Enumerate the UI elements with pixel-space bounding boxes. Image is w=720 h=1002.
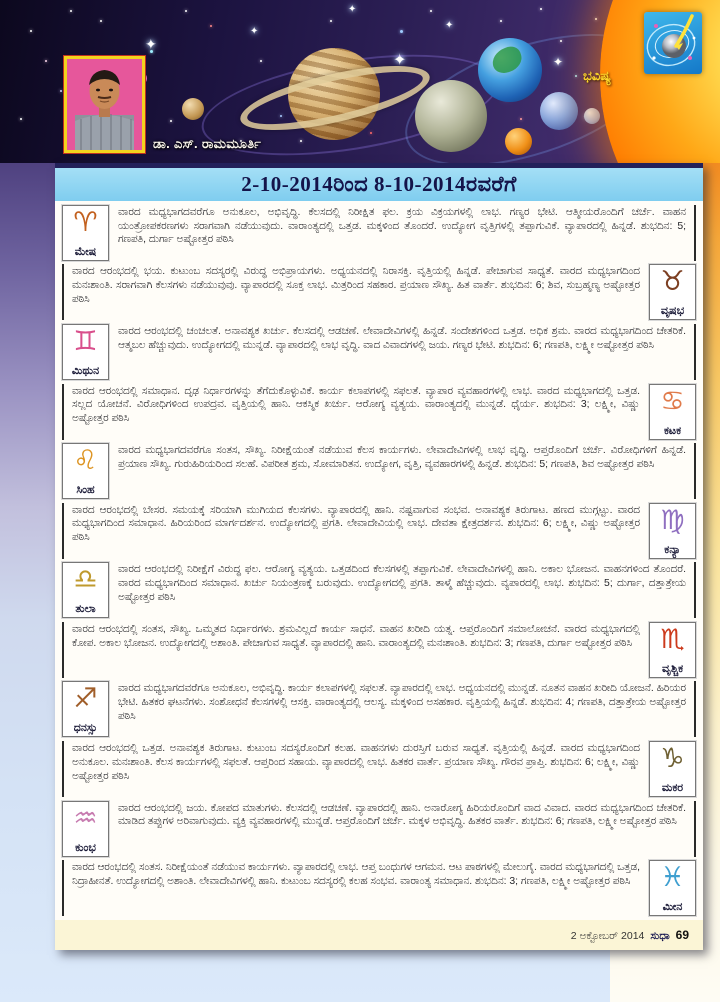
star-graphic xyxy=(595,18,597,20)
pisces-prediction-text: ವಾರದ ಆರಂಭದಲ್ಲಿ ಸಂತಸ. ನಿರೀಕ್ಷೆಯಂತೆ ನಡೆಯುವ ಕಾರ್ಯಗಳು. ವ್ಯಾಪಾರದಲ್ಲಿ ಲಾಭ. ಆಪ್ತ ಬಂಧುಗಳ ಆಗಮನ. ಆಟ ಪಾಠಗಳಲ್ಲಿ ಮೇಲುಗೈ. ವಾರದ ಮಧ್ಯಭಾಗದಲ್ಲಿ ಒತ್ತಡ, ನಿದ್ರಾಹೀನತೆ. ಉದ್ಯೋಗದಲ್ಲಿ ಅಶಾಂತಿ. ಲೇವಾದೇವಿಗಳಲ್ಲಿ ಹಾನಿ. ಕುಟುಂಬ ಸದಸ್ಯರಲ್ಲಿ ಕಲಹ ಸಂಭವ. ವಾರಾಂತ್ಯ ಸಮಾಧಾನ. ಶುಭದಿನ: 3; ಗಣಪತಿ, ಲಕ್ಷ್ಮೀ ಅಷ್ಟೋತ್ತರ ಪಠಿಸಿ xyxy=(62,860,640,916)
aries-sign-box xyxy=(62,205,109,261)
leo-icon: ♌ xyxy=(73,445,98,477)
footer-magazine-name: ಸುಧಾ xyxy=(650,930,670,942)
sign-row-libra xyxy=(62,562,696,618)
leo-label: ಸಿಂಹ xyxy=(76,484,95,497)
aries-icon: ♈ xyxy=(73,206,98,238)
page-title: 2-10-2014ರಿಂದ 8-10-2014ರವರೆಗೆ xyxy=(55,163,703,201)
virgo-label: ಕನ್ಯಾ xyxy=(664,543,681,556)
star-graphic xyxy=(400,30,403,33)
virgo-icon: ♍ xyxy=(660,504,685,536)
aquarius-label: ಕುಂಭ xyxy=(75,841,96,854)
star-graphic xyxy=(540,8,542,10)
pisces-icon: ♓ xyxy=(660,862,685,894)
sparkle-star-graphic: ✦ xyxy=(553,55,564,69)
star-graphic xyxy=(185,10,187,12)
cancer-icon: ♋ xyxy=(660,385,685,417)
comet-badge-icon xyxy=(644,12,702,74)
sagittarius-label: ಧನಸ್ಸು xyxy=(73,722,98,735)
bhavishya-label: ಭವಿಷ್ಯ xyxy=(583,68,611,83)
star-graphic xyxy=(60,90,62,92)
sign-row-cancer xyxy=(62,384,696,440)
small-planet-graphic xyxy=(182,98,204,120)
aries-label: ಮೇಷ xyxy=(74,245,97,258)
capricorn-icon: ♑ xyxy=(660,742,685,774)
orange-planet-graphic xyxy=(505,128,532,155)
author-name: ಡಾ. ಎಸ್. ರಾಮಮೂರ್ತಿ xyxy=(153,136,262,151)
sparkle-star-graphic: ✦ xyxy=(250,26,259,37)
taurus-sign-box xyxy=(649,264,696,320)
footer xyxy=(55,920,703,950)
sign-row-leo xyxy=(62,443,696,499)
aquarius-icon: ♒ xyxy=(73,802,98,834)
pisces-label: ಮೀನ xyxy=(662,901,683,914)
capricorn-prediction-text: ವಾರದ ಆರಂಭದಲ್ಲಿ ಒತ್ತಡ. ಅನಾವಶ್ಯಕ ತಿರುಗಾಟ. ಕುಟುಂಬ ಸದಸ್ಯರೊಂದಿಗೆ ಕಲಹ. ವಾಹನಗಳು ದುರಸ್ತಿಗೆ ಬರುವ ಸಾಧ್ಯತೆ. ವೃತ್ತಿಯಲ್ಲಿ ಹಿನ್ನಡೆ. ವಾರದ ಮಧ್ಯಭಾಗದಿಂದ ಅನುಕೂಲ. ಮನಃಶಾಂತಿ. ಕೆಲಸ ಕಾರ್ಯಗಳಲ್ಲಿ ಸಫಲತೆ. ಆಪ್ತರಿಂದ ಸಹಾಯ. ವ್ಯಾಪಾರದಲ್ಲಿ ಲಾಭ. ಹಿತಕರ ವಾರ್ತೆ. ಪ್ರಯಾಣ ಸೌಖ್ಯ. ಗೌರವ ಪ್ರಾಪ್ತಿ. ಶುಭದಿನ: 6; ಲಕ್ಷ್ಮೀ, ವಿಷ್ಣು ಅಷ್ಟೋತ್ತರ ಪಠಿಸಿ xyxy=(62,741,640,797)
sign-row-taurus xyxy=(62,264,696,320)
space-banner xyxy=(0,0,720,163)
libra-prediction-text: ವಾರದ ಆರಂಭದಲ್ಲಿ ನಿರೀಕ್ಷೆಗೆ ವಿರುದ್ಧ ಫಲ. ಆರೋಗ್ಯ ವ್ಯತ್ಯಯ. ಒತ್ತಡದಿಂದ ಕೆಲಸಗಳಲ್ಲಿ ತಪ್ಪಾಗುವಿಕೆ. ಲೇವಾದೇವಿಗಳಲ್ಲಿ ಹಾನಿ. ಅಕಾಲ ಭೋಜನ. ವಾಹನಗಳಿಂದ ತೊಂದರೆ. ವಾರದ ಮಧ್ಯಭಾಗದಿಂದ ಸಮಾಧಾನ. ಖರ್ಚು ನಿಯಂತ್ರಣಕ್ಕೆ ಬರುವುದು. ಉದ್ಯೋಗದಲ್ಲಿ ಪ್ರಗತಿ. ತಾಳ್ಮೆ ಹೆಚ್ಚುವುದು. ವ್ಯಪಾರದಲ್ಲಿ ಲಾಭ. ಶುಭದಿನ: 5; ದುರ್ಗಾ, ದತ್ತಾತ್ರೇಯ ಅಷ್ಟೋತ್ತರ ಪಠಿಸಿ xyxy=(118,562,696,618)
scorpio-prediction-text: ವಾರದ ಆರಂಭದಲ್ಲಿ ಸಂತಸ, ಸೌಖ್ಯ. ಒಮ್ಮತದ ನಿರ್ಧಾರಗಳು. ಶ್ರಮವಿಲ್ಲದೆ ಕಾರ್ಯ ಸಾಧನೆ. ವಾಹನ ಖರೀದಿ ಯತ್ನ. ಆಪ್ತರೊಂದಿಗೆ ಸಮಾಲೋಚನೆ. ವಾರದ ಮಧ್ಯಭಾಗದಲ್ಲಿ ಕೋಪ. ಅಕಾಲ ಭೋಜನ. ಉದ್ಯೋಗದಲ್ಲಿ ಅಶಾಂತಿ. ಪೇಚಾಗುವ ಸಾಧ್ಯತೆ. ವ್ಯಾಪಾರದಲ್ಲಿ ಹಾನಿ. ವಾರಾಂತ್ಯದಲ್ಲಿ ಮನಃಶಾಂತಿ. ಶುಭದಿನ: 3; ಗಣಪತಿ, ದುರ್ಗಾ ಅಷ್ಟೋತ್ತರ ಪಠಿಸಿ xyxy=(62,622,640,678)
gemini-prediction-text: ವಾರದ ಆರಂಭದಲ್ಲಿ ಚಂಚಲತೆ. ಅನಾವಶ್ಯಕ ಖರ್ಚು. ಕೆಲಸದಲ್ಲಿ ಆಡಚಣೆ. ಲೇವಾದೇವಿಗಳಲ್ಲಿ ಹಿನ್ನಡೆ. ಸಂದೇಶಗಳಿಂದ ಒತ್ತಡ. ಅಧಿಕ ಶ್ರಮ. ವಾರದ ಮಧ್ಯಭಾಗದಿಂದ ಚೇತರಿಕೆ. ಆತ್ಮಬಲ ಹೆಚ್ಚುವುದು. ಉದ್ಯೋಗದಲ್ಲಿ ಮುನ್ನಡೆ. ವ್ಯಾಪಾರದಲ್ಲಿ ಲಾಭ ವೃದ್ಧಿ. ವಾದ ವಿವಾದಗಳಲ್ಲಿ ಜಯ. ಗಣ್ಯರ ಭೇಟಿ. ಶುಭದಿನ: 6; ಗಣಪತಿ, ಲಕ್ಷ್ಮೀ ಅಷ್ಟೋತ್ತರ ಪಠಿಸಿ xyxy=(118,324,696,380)
libra-sign-box xyxy=(62,562,109,618)
sign-row-aries xyxy=(62,205,696,261)
author-portrait-drawing xyxy=(67,59,142,150)
gemini-sign-box xyxy=(62,324,109,380)
star-graphic xyxy=(260,60,262,62)
author-photo xyxy=(64,56,145,153)
sagittarius-sign-box xyxy=(62,681,109,737)
capricorn-sign-box xyxy=(649,741,696,797)
gemini-icon: ♊ xyxy=(73,325,98,357)
star-graphic xyxy=(70,10,72,12)
footer-page-number: 69 xyxy=(675,928,689,942)
sign-row-pisces xyxy=(62,860,696,916)
capricorn-label: ಮಕರ xyxy=(661,781,684,794)
sign-row-virgo xyxy=(62,503,696,559)
sparkle-star-graphic: ✦ xyxy=(145,36,157,52)
sign-row-capricorn xyxy=(62,741,696,797)
star-graphic xyxy=(330,20,332,22)
star-graphic xyxy=(170,120,172,122)
cancer-label: ಕಟಕ xyxy=(663,424,682,437)
sagittarius-icon: ♐ xyxy=(73,683,98,715)
content-panel xyxy=(55,163,703,950)
sparkle-star-graphic: ✦ xyxy=(445,20,454,31)
aquarius-prediction-text: ವಾರದ ಆರಂಭದಲ್ಲಿ ಜಯ. ಕೋಪದ ಮಾತುಗಳು. ಕೆಲಸದಲ್ಲಿ ಆಡಚಣೆ. ವ್ಯಾಪಾರದಲ್ಲಿ ಹಾನಿ. ಅನಾರೋಗ್ಯ ಹಿರಿಯರೊಂದಿಗೆ ವಾದ ವಿವಾದ. ವಾರದ ಮಧ್ಯಭಾಗದಿಂದ ಚೇತರಿಕೆ. ಮಾಡಿದ ತಪ್ಪುಗಳ ಅರಿವಾಗುವುದು. ವ್ಯಕ್ತಿ ವ್ಯವಹಾರಗಳಲ್ಲಿ ಮುನ್ನಡೆ. ಆಪ್ತರೊಂದಿಗೆ ಚರ್ಚೆ. ಮಕ್ಕಳ ಅಭಿವೃದ್ಧಿ. ಹಿತಕರ ವಾರ್ತೆ. ಶುಭದಿನ: 6; ಗಣಪತಿ, ಲಕ್ಷ್ಮೀ ಅಷ್ಟೋತ್ತರ ಪಠಿಸಿ xyxy=(118,801,696,857)
star-graphic xyxy=(100,20,102,22)
star-graphic xyxy=(30,30,32,32)
scorpio-sign-box xyxy=(649,622,696,678)
sparkle-star-graphic: ✦ xyxy=(393,52,407,69)
star-graphic xyxy=(45,60,47,62)
virgo-sign-box xyxy=(649,503,696,559)
footer-date: 2 ಅಕ್ಟೋಬರ್ 2014 xyxy=(570,930,645,942)
virgo-prediction-text: ವಾರದ ಆರಂಭದಲ್ಲಿ ಬೇಸರ. ಸಮಯಕ್ಕೆ ಸರಿಯಾಗಿ ಮುಗಿಯದ ಕೆಲಸಗಳು. ವ್ಯಾಪಾರದಲ್ಲಿ ಹಾನಿ. ನಷ್ಟವಾಗುವ ಸಂಭವ. ಅನಾವಶ್ಯಕ ತಿರುಗಾಟ. ಹಣದ ಮುಗ್ಗಟ್ಟು. ವಾರದ ಮಧ್ಯಭಾಗದಿಂದ ಸಮಾಧಾನ. ಹಿರಿಯರಿಂದ ಮಾರ್ಗದರ್ಶನ. ಉದ್ಯೋಗದಲ್ಲಿ ಪ್ರಗತಿ. ಲೇವಾದೇವಿಯಲ್ಲಿ ಲಾಭ. ದೇವತಾ ಕ್ಷೇತ್ರದರ್ಶನ. ಶುಭದಿನ: 6; ಲಕ್ಷ್ಮೀ, ವಿಷ್ಣು ಅಷ್ಟೋತ್ತರ ಪಠಿಸಿ xyxy=(62,503,640,559)
libra-icon: ♎ xyxy=(73,564,98,596)
cancer-sign-box xyxy=(649,384,696,440)
gemini-label: ಮಿಥುನ xyxy=(71,364,100,377)
aries-prediction-text: ವಾರದ ಮಧ್ಯಭಾಗದವರೆಗೂ ಅನುಕೂಲ, ಅಭಿವೃದ್ಧಿ. ಕೆಲಸದಲ್ಲಿ ನಿರೀಕ್ಷಿತ ಫಲ. ಕ್ರಯ ವಿಕ್ರಯಗಳಲ್ಲಿ ಲಾಭ. ಗಣ್ಯರ ಭೇಟಿ. ಆತ್ಮೀಯರೊಂದಿಗೆ ಚರ್ಚೆ. ವಾಹನ ಯಂತ್ರೋಪಕರಣಗಳು ಸರಾಗವಾಗಿ ನಡೆಯುವುದು. ವಾರಾಂತ್ಯದಲ್ಲಿ ಒತ್ತಡ. ಮಕ್ಕಳಿಂದ ತೊಂದರೆ. ಉದ್ಯೋಗ ವೃತ್ತಿಗಳಲ್ಲಿ ತಪ್ಪಾಗುವಿಕೆ. ವ್ಯಾಪಾರದಲ್ಲಿ ಹಿನ್ನಡೆ. ಶುಭದಿನ: 5; ಗಣಪತಿ, ದುರ್ಗಾ ಅಷ್ಟೋತ್ತರ ಪಠಿಸಿ xyxy=(118,205,696,261)
blue-planet-graphic xyxy=(540,92,578,130)
sparkle-star-graphic: ✦ xyxy=(348,4,357,15)
sagittarius-prediction-text: ವಾರದ ಮಧ್ಯಭಾಗದವರೆಗೂ ಅನುಕೂಲ, ಅಭಿವೃದ್ಧಿ. ಕಾರ್ಯ ಕಲಾಪಗಳಲ್ಲಿ ಸಫಲತೆ. ವ್ಯಾಪಾರದಲ್ಲಿ ಲಾಭ. ಅಧ್ಯಯನದಲ್ಲಿ ಮುನ್ನಡೆ. ನೂತನ ವಾಹನ ಖರೀದಿ ಯೋಜನೆ. ಹಿರಿಯರ ಭೇಟಿ. ಹಿತಕರ ಘಟನೆಗಳು. ಸಂಶೋಧನೆ ಕೆಲಸಗಳಲ್ಲಿ ಆಸಕ್ತಿ. ವಾರಾಂತ್ಯದಲ್ಲಿ ಆಲಸ್ಯ. ಮಕ್ಕಳಿಂದ ಅಸಹಕಾರ. ವೃತ್ತಿಯಲ್ಲಿ ಹಿನ್ನಡೆ. ಶುಭದಿನ: 4; ಗಣಪತಿ, ದತ್ತಾತ್ರೇಯ ಅಷ್ಟೋತ್ತರ ಪಠಿಸಿ xyxy=(118,681,696,737)
leo-sign-box xyxy=(62,443,109,499)
aquarius-sign-box xyxy=(62,801,109,857)
sign-row-aquarius xyxy=(62,801,696,857)
scorpio-icon: ♏ xyxy=(660,623,685,655)
sign-row-gemini xyxy=(62,324,696,380)
star-graphic xyxy=(500,20,502,22)
star-graphic xyxy=(430,10,432,12)
horoscope-rows xyxy=(55,201,703,920)
scorpio-label: ವೃಶ್ಚಿಕ xyxy=(661,662,684,675)
sign-row-sagittarius xyxy=(62,681,696,737)
moon-graphic xyxy=(415,80,487,152)
cancer-prediction-text: ವಾರದ ಆರಂಭದಲ್ಲಿ ಸಮಾಧಾನ. ದೃಢ ನಿರ್ಧಾರಗಳನ್ನು ತೆಗೆದುಕೊಳ್ಳುವಿಕೆ. ಕಾರ್ಯ ಕಲಾಪಗಳಲ್ಲಿ ಸಫಲತೆ. ವ್ಯಾಪಾರ ವ್ಯವಹಾರಗಳಲ್ಲಿ ಲಾಭ. ವಾರದ ಮಧ್ಯಭಾಗದಲ್ಲಿ ಒತ್ತಡ. ಸಲ್ಲದ ಯೋಚನೆ. ವಿರೋಧಿಗಳಿಂದ ಉಪದ್ರವ. ವೃತ್ತಿಯಲ್ಲಿ ಹಾನಿ. ಆಕಸ್ಮಿಕ ಖರ್ಚು. ಆರೋಗ್ಯ ವ್ಯತ್ಯಯ. ವಾರಾಂತ್ಯದಲ್ಲಿ ಮುನ್ನಡೆ. ಧೈರ್ಯ. ಶುಭದಿನ: 3; ಲಕ್ಷ್ಮೀ, ವಿಷ್ಣು ಅಷ್ಟೋತ್ತರ ಪಠಿಸಿ xyxy=(62,384,640,440)
pisces-sign-box xyxy=(649,860,696,916)
taurus-prediction-text: ವಾರದ ಆರಂಭದಲ್ಲಿ ಭಯ. ಕುಟುಂಬ ಸದಸ್ಯರಲ್ಲಿ ವಿರುದ್ಧ ಅಭಿಪ್ರಾಯಗಳು. ಅಧ್ಯಯನದಲ್ಲಿ ನಿರಾಸಕ್ತಿ. ವೃತ್ತಿಯಲ್ಲಿ ಹಿನ್ನಡೆ. ಪೇಚಾಗುವ ಸಾಧ್ಯತೆ. ವಾರದ ಮಧ್ಯಭಾಗದಿಂದ ಮನಃಶಾಂತಿ. ಸರಾಗವಾಗಿ ಕೆಲಸಗಳು ನಡೆಯುವುವು. ವ್ಯಾಪಾರದಲ್ಲಿ ಸೂಕ್ತ ಲಾಭ. ಮಿತ್ರರಿಂದ ಸಹಕಾರ. ಪ್ರಯಾಣ ಸೌಖ್ಯ. ಹಿತ ವಾರ್ತೆ. ಶುಭದಿನ: 6; ಶಿವ, ಸುಬ್ರಹ್ಮಣ್ಯ ಅಷ್ಟೋತ್ತರ ಪಠಿಸಿ xyxy=(62,264,640,320)
leo-prediction-text: ವಾರದ ಮಧ್ಯಭಾಗದವರೆಗೂ ಸಂತಸ, ಸೌಖ್ಯ. ನಿರೀಕ್ಷೆಯಂತೆ ನಡೆಯುವ ಕೆಲಸ ಕಾರ್ಯಗಳು. ಲೇವಾದೇವಿಗಳಲ್ಲಿ ಲಾಭ ವೃದ್ಧಿ. ಆಪ್ತರೊಂದಿಗೆ ಚರ್ಚೆ. ವಿರೋಧಿಗಳಿಗೆ ಹಿನ್ನಡೆ. ಪ್ರಯಾಣ ಸೌಖ್ಯ. ಗುರುಹಿರಿಯರಿಂದ ಸಲಹೆ. ವಿಪರೀತ ಶ್ರಮ, ಸೋಮಾರಿತನ. ಉದ್ಯೋಗ, ವೃತ್ತಿ, ವ್ಯವಹಾರಗಳಲ್ಲಿ ಹಿನ್ನಡೆ. ಶುಭದಿನ: 5; ಗಣಪತಿ, ಶಿವ ಅಷ್ಟೋತ್ತರ ಪಠಿಸಿ xyxy=(118,443,696,499)
sign-row-scorpio xyxy=(62,622,696,678)
star-graphic xyxy=(210,25,212,27)
tiny-planet-graphic xyxy=(584,108,600,124)
earth-graphic xyxy=(478,38,542,102)
libra-label: ತುಲಾ xyxy=(75,603,96,616)
taurus-label: ವೃಷಭ xyxy=(660,305,685,318)
taurus-icon: ♉ xyxy=(660,266,685,298)
star-graphic xyxy=(20,118,22,120)
